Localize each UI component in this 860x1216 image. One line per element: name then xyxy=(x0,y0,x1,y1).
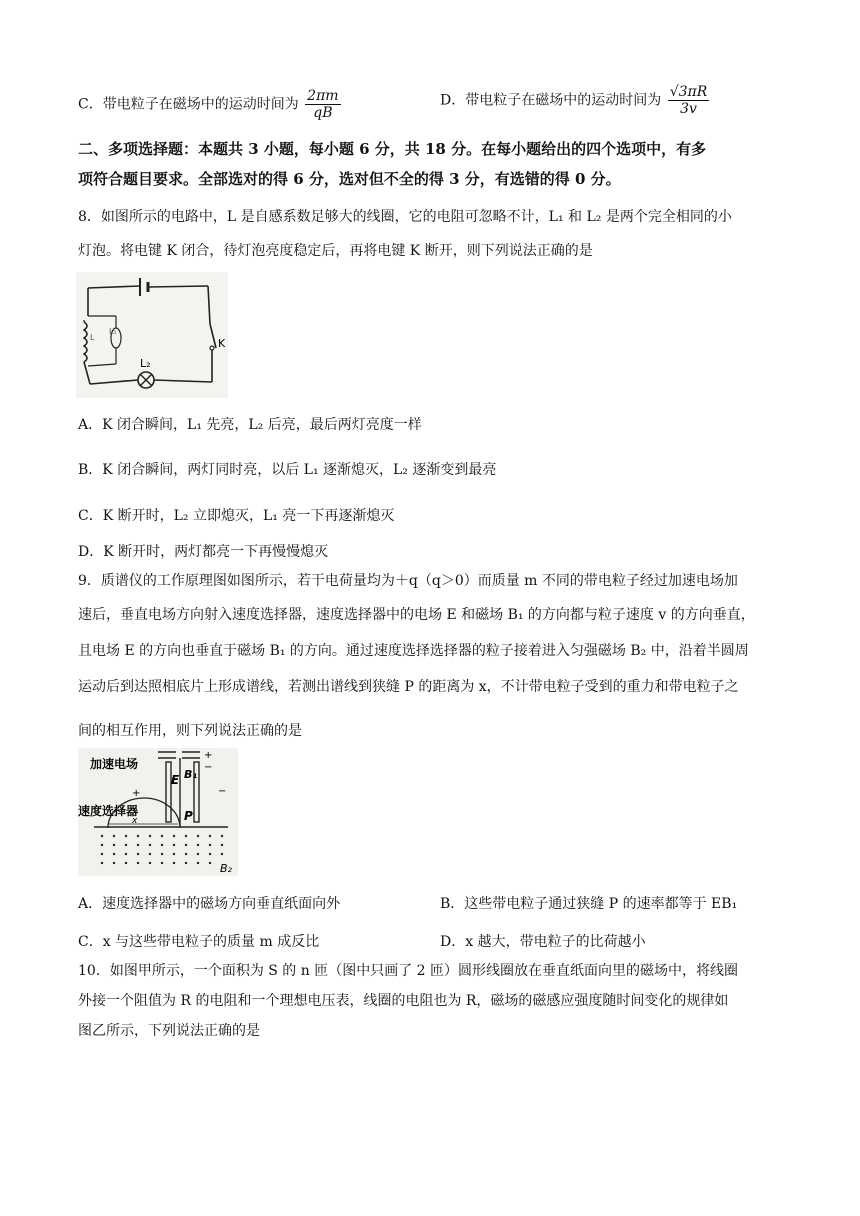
q7-option-c-fraction: $\frac{2\pi m}{qB}$ xyxy=(307,88,339,121)
q9-stem-line5: 间的相互作用，则下列说法正确的是 xyxy=(78,723,302,739)
q9-stem-line3: 且电场 E 的方向也垂直于磁场 B₁ 的方向。通过速度选择选择器的粒子接着进入匀强磁场 B₂ 中，沿着半圆周 xyxy=(78,643,749,659)
q9-fig-accel-label: 加速电场 xyxy=(90,757,139,771)
q8-fig-label-l1: L₁ xyxy=(109,327,117,336)
q9-option-a: A．速度选择器中的磁场方向垂直纸面向外 xyxy=(78,896,341,912)
q9-option-d: D．x 越大，带电粒子的比荷越小 xyxy=(440,934,646,950)
q9-fig-p-label: P xyxy=(184,809,193,823)
q8-circuit-figure xyxy=(76,272,228,398)
q8-fig-label-k: K xyxy=(218,337,226,350)
q8-stem-line2: 灯泡。将电键 K 闭合，待灯泡亮度稳定后，再将电键 K 断开，则下列说法正确的是 xyxy=(78,243,593,259)
q8-fig-label-l2: L₂ xyxy=(140,357,151,370)
section2-heading-line1: 二、多项选择题：本题共 3 小题，每小题 6 分，共 18 分。在每小题给出的四个选项中，有多 xyxy=(78,140,707,158)
q10-stem-line2: 外接一个阻值为 R 的电阻和一个理想电压表，线圈的电阻也为 R，磁场的磁感应强度随时间变化的规律如 xyxy=(78,993,729,1009)
q7-option-d: D．带电粒子在磁场中的运动时间为 $\frac{√3\pi R}{3v}$ xyxy=(440,84,708,117)
q9-fig-minus-right: − xyxy=(218,786,227,797)
q9-mass-spectrometer-figure xyxy=(78,748,238,876)
q8-option-b: B．K 闭合瞬间，两灯同时亮，以后 L₁ 逐渐熄灭，L₂ 逐渐变到最亮 xyxy=(78,462,497,478)
q9-fig-b1-label: B₁ xyxy=(184,768,198,781)
q9-fig-e-label: E xyxy=(171,773,180,787)
q10-stem-line1: 10．如图甲所示，一个面积为 S 的 n 匝（图中只画了 2 匝）圆形线圈放在垂直纸面向里的磁场中，将线圈 xyxy=(78,963,739,979)
q9-fig-plus-left: + xyxy=(132,788,141,799)
q8-stem-line1: 8．如图所示的电路中，L 是自感系数足够大的线圈，它的电阻可忽略不计，L₁ 和 L₂ 是两个完全相同的小 xyxy=(78,209,732,225)
q9-fig-plus-top: + xyxy=(204,750,213,761)
q10-stem-line3: 图乙所示，下列说法正确的是 xyxy=(78,1023,260,1039)
q9-fig-minus-top: − xyxy=(204,762,213,773)
section2-heading-line2: 项符合题目要求。全部选对的得 6 分，选对但不全的得 3 分，有选错的得 0 分。 xyxy=(78,170,621,188)
q9-stem-line4: 运动后到达照相底片上形成谱线，若测出谱线到狭缝 P 的距离为 x，不计带电粒子受到的重力和带电粒子之 xyxy=(78,679,739,695)
q9-fig-x-label: x xyxy=(132,816,138,826)
q9-fig-b2-label: B₂ xyxy=(220,862,232,875)
q9-stem-line1: 9．质谱仪的工作原理图如图所示，若干电荷量均为＋q（q＞0）而质量 m 不同的带电粒子经过加速电场加 xyxy=(78,573,738,589)
q8-option-d: D．K 断开时，两灯都亮一下再慢慢熄灭 xyxy=(78,544,329,560)
q8-fig-label-l: L xyxy=(90,333,95,342)
q8-option-a: A．K 闭合瞬间，L₁ 先亮，L₂ 后亮，最后两灯亮度一样 xyxy=(78,417,422,433)
q7-option-c: C．带电粒子在磁场中的运动时间为 $\frac{2\pi m}{qB}$ xyxy=(78,88,339,121)
q9-stem-line2: 速后，垂直电场方向射入速度选择器，速度选择器中的电场 E 和磁场 B₁ 的方向都与粒子速度 v 的方向垂直， xyxy=(78,607,755,623)
q7-option-d-fraction: $\frac{√3\pi R}{3v}$ xyxy=(669,84,708,117)
q9-option-b: B．这些带电粒子通过狭缝 P 的速率都等于 EB₁ xyxy=(440,896,738,912)
q8-option-c: C．K 断开时，L₂ 立即熄灭，L₁ 亮一下再逐渐熄灭 xyxy=(78,508,395,524)
q9-fig-selector-label: 速度选择器 xyxy=(78,804,139,818)
q9-option-c: C．x 与这些带电粒子的质量 m 成反比 xyxy=(78,934,320,950)
